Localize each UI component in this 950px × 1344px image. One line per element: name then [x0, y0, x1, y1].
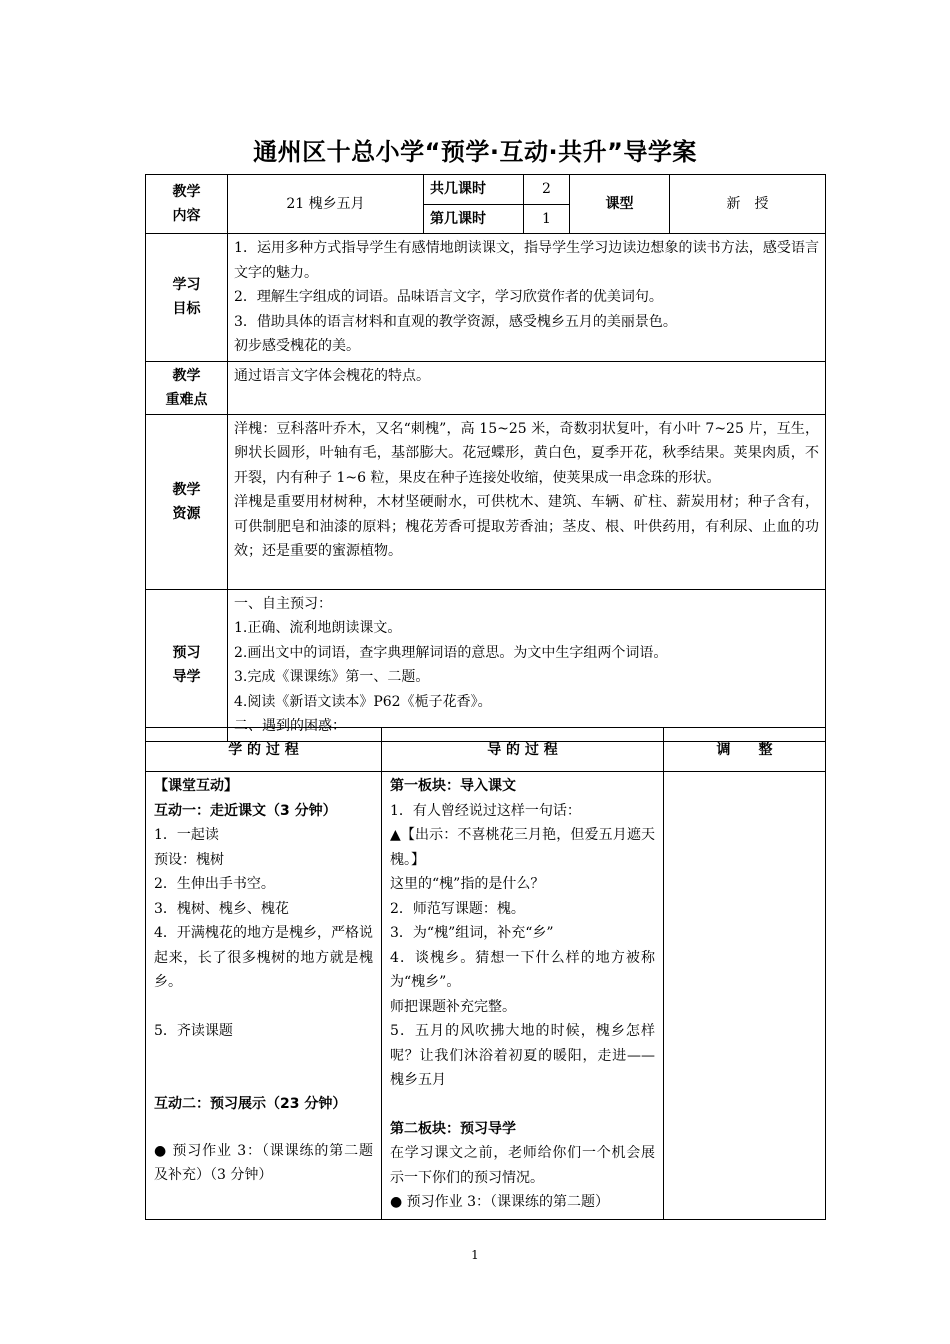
total-periods-value: 2: [524, 175, 570, 205]
type-value: 新 授: [670, 175, 826, 234]
objectives-text: 1．运用多种方式指导学生有感情地朗读课文，指导学生学习边读边想象的读书方法，感受语言文字的魅力。 2．理解生字组成的词语。品味语言文字，学习欣赏作者的优美词句。 3．借助具体的语言材料和直观的教学资源，感受槐乡五月的美丽景色。 初步感受槐花的美。: [228, 234, 826, 362]
learn-process-cell: 【课堂互动】 互动一：走近课文（3 分钟） 1．一起读 预设：槐树 2．生伸出手书空。 3．槐树、槐乡、槐花 4．开满槐花的地方是槐乡，严格说起来，长了很多槐树的地方就是槐乡。 5．齐读课题 互动二：预习展示（23 分钟） ● 预习作业 3：（课课练的第二题及补充）（3 分钟）: [146, 772, 382, 1220]
interaction-two-title: 互动二：预习展示（23 分钟）: [154, 1096, 347, 1112]
adjust-header: 调 整: [664, 728, 826, 772]
preview-text: 一、自主预习： 1.正确、流利地朗读课文。 2.画出文中的词语，查字典理解词语的意思。为文中生字组两个词语。 3.完成《课课练》第一、二题。 4.阅读《新语文读本》P62《栀子花香》。 二、遇到的困惑：: [228, 589, 826, 741]
content-label: 教学 内容: [146, 175, 228, 234]
content-value: 21 槐乡五月: [228, 175, 424, 234]
interaction-one-title: 互动一：走近课文（3 分钟）: [154, 802, 337, 819]
learn-process-header: 学 的 过 程: [146, 728, 382, 772]
classroom-interaction-heading: 【课堂互动】: [154, 778, 238, 794]
resources-label: 教学 资源: [146, 414, 228, 589]
adjust-cell: [664, 772, 826, 1220]
objectives-label: 学习 目标: [146, 234, 228, 362]
difficulty-label: 教学 重难点: [146, 361, 228, 414]
resources-text: 洋槐：豆科落叶乔木，又名“刺槐”，高 15~25 米，奇数羽状复叶，有小叶 7~25 片，互生，卵状长圆形，叶轴有毛，基部膨大。花冠蝶形，黄白色，夏季开花，秋季结果。荚果肉质，不开裂，内有种子 1~6 粒，果皮在种子连接处收缩，使荚果成一串念珠的形状。 洋槐是重要用材树种，木材坚硬耐水，可供枕木、建筑、车辆、矿柱、薪炭用材；种子含有，可供制肥皂和油漆的原料；槐花芳香可提取芳香油；茎皮、根、叶供药用，有利尿、止血的功效；还是重要的蜜源植物。: [228, 414, 826, 589]
period-no-label: 第几课时: [424, 204, 524, 234]
preview-label: 预习 导学: [146, 589, 228, 741]
type-label: 课型: [570, 175, 670, 234]
process-table: [145, 727, 826, 1220]
page-title: 通州区十总小学“预学·互动·共升”导学案: [253, 138, 697, 166]
difficulty-text: 通过语言文字体会槐花的特点。: [228, 361, 826, 414]
page-number: 1: [471, 1248, 479, 1262]
period-no-value: 1: [524, 204, 570, 234]
guide-process-header: 导 的 过 程: [382, 728, 664, 772]
lesson-info-table: [145, 174, 826, 742]
guide-process-cell: 第一板块：导入课文 1．有人曾经说过这样一句话： ▲【出示：不喜桃花三月艳，但爱五月遮天槐。】 这里的“槐”指的是什么？ 2．师范写课题：槐。 3．为“槐”组词，补充“乡” 4．谈槐乡。猜想一下什么样的地方被称为“槐乡”。 师把课题补充完整。 5．五月的风吹拂大地的时候，槐乡怎样呢？让我们沐浴着初夏的暖阳，走进——槐乡五月 第二板块：预习导学 在学习课文之前，老师给你们一个机会展示一下你们的预习情况。 ● 预习作业 3：（课课练的第二题）: [382, 772, 664, 1220]
total-periods-label: 共几课时: [424, 175, 524, 205]
block-two-title: 第二板块：预习导学: [390, 1120, 516, 1137]
block-one-title: 第一板块：导入课文: [390, 778, 516, 794]
